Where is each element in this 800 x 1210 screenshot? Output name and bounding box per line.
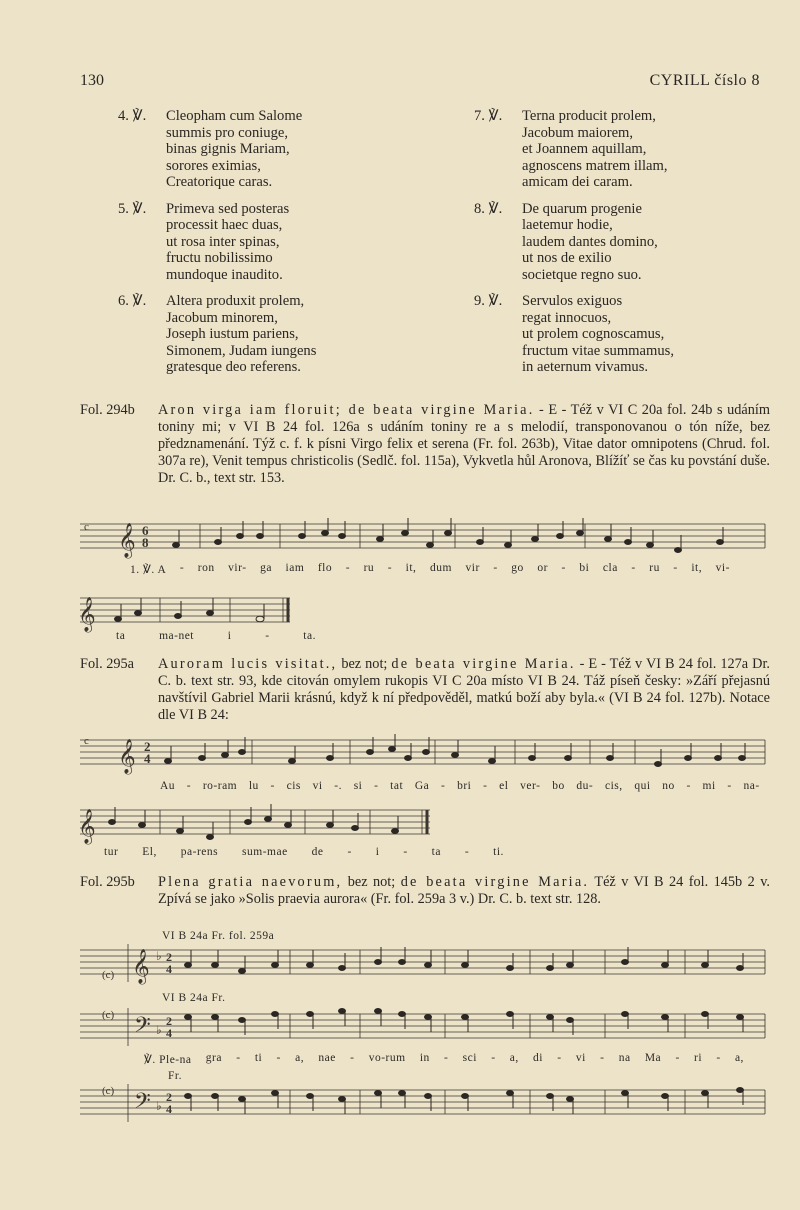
stanza [474, 293, 774, 376]
lyric-syllable: a, [295, 1052, 305, 1064]
lyric-syllable: - [557, 1052, 562, 1064]
clef-mark: (c) [102, 1085, 115, 1097]
verse-line: amicam dei caram. [522, 174, 633, 190]
stanza-number: 8. ℣. [474, 200, 503, 217]
lyrics-line [144, 1052, 744, 1066]
svg-text:♭: ♭ [156, 1023, 162, 1037]
music-staff-6 [80, 1004, 770, 1055]
lyric-syllable: - [403, 846, 408, 858]
lyric-syllable: - [350, 1052, 355, 1064]
lyric-syllable: bri [457, 780, 472, 792]
lyric-syllable: ru [649, 562, 660, 574]
lyric-syllable: iam [285, 562, 305, 574]
lyric-syllable: - [675, 1052, 680, 1064]
source-label: VI B 24a Fr. [162, 992, 226, 1004]
lyric-syllable: bi [579, 562, 590, 574]
lyric-syllable: ta [116, 630, 126, 642]
folio-note: - E - Též v VI B 24 fol. 127a Dr. C. b. text str. 93, kde citován omylem rukopis VI C 20a místo VI B 24. Táž píseň česky: »Září přejasnú navštívil Gabriel Marii krásnú, když k ní předpověděl, matkú boží aby byla.« (VI B 24 fol. 127b). Notace dle VI B 24: [158, 656, 770, 723]
lyric-syllable: flo [317, 562, 333, 574]
staff-lines [80, 1080, 770, 1126]
stanza-number: 4. ℣. [118, 108, 147, 124]
staff-lines [80, 728, 770, 776]
verse-line: regat innocuos, [522, 309, 612, 326]
lyric-syllable: ℣. Ple-na [144, 1054, 192, 1066]
svg-text:4: 4 [166, 1026, 172, 1040]
stanza [118, 293, 418, 376]
svg-text:2: 2 [166, 1014, 172, 1028]
lyric-syllable: ri [694, 1052, 703, 1064]
verse-column-left [118, 108, 418, 386]
folio-entry-295a [80, 656, 770, 724]
lyric-syllable: - [444, 1052, 449, 1064]
incipit-occasion: de beata virgine Maria. [400, 874, 590, 890]
staff-lines [80, 940, 770, 986]
lyric-syllable: vo-rum [368, 1052, 406, 1064]
running-title: CYRILL číslo 8 [649, 72, 760, 89]
verse-line: sorores eximias, [166, 157, 261, 174]
svg-text:8: 8 [142, 535, 149, 550]
svg-text:♭: ♭ [156, 1099, 162, 1113]
lyric-syllable: go [511, 562, 524, 574]
verse-line: Altera produxit prolem, [166, 293, 305, 309]
verse-line: Terna producit prolem, [522, 108, 656, 124]
lyric-syllable: it, [691, 562, 703, 574]
svg-text:𝄞: 𝄞 [118, 740, 136, 773]
lyric-syllable: gra [205, 1052, 222, 1064]
lyric-syllable: - [631, 562, 636, 574]
lyric-syllable: sci [462, 1052, 477, 1064]
verse-line: Jacobum maiorem, [522, 124, 634, 141]
stanza-number: 5. ℣. [118, 200, 147, 217]
folio-text [158, 656, 770, 724]
incipit: Auroram lucis visitat., [158, 656, 338, 672]
verse-line: agnoscens matrem illam, [522, 157, 668, 174]
svg-text:𝄢: 𝄢 [134, 1013, 151, 1042]
lyric-syllable: a, [734, 1052, 744, 1064]
verse-line: societque regno suo. [522, 266, 642, 283]
lyric-syllable: in [419, 1052, 430, 1064]
lyric-syllable: - [179, 562, 185, 574]
lyric-syllable: mi [702, 780, 716, 792]
staff-lines [80, 510, 770, 560]
lyrics-line [130, 562, 730, 576]
verse-line: Joseph iustum pariens, [166, 326, 299, 342]
svg-text:2: 2 [166, 950, 172, 964]
lyric-syllable: cis, [604, 780, 623, 792]
lyric-syllable: i [227, 630, 232, 642]
verse-column-right [474, 108, 774, 386]
verse-line: fructu nobilissimo [166, 250, 273, 266]
folio-text [158, 402, 770, 487]
lyric-syllable: na- [743, 780, 760, 792]
verse-line: processit haec duas, [166, 217, 283, 233]
folio-label: Fol. 295a [80, 656, 135, 672]
lyric-syllable: na [618, 1052, 631, 1064]
music-staff-3 [80, 728, 770, 781]
svg-text:c: c [84, 735, 89, 747]
music-staff-4 [80, 796, 440, 853]
lyric-syllable: ver- [520, 780, 541, 792]
lyric-syllable: Au [160, 780, 176, 792]
folio-label: Fol. 295b [80, 874, 135, 890]
lyric-syllable: - [276, 1052, 281, 1064]
lyric-syllable: ti. [493, 846, 504, 858]
svg-text:𝄞: 𝄞 [118, 524, 136, 557]
lyric-syllable: - [600, 1052, 605, 1064]
verse-line: Creatorique caras. [166, 174, 273, 190]
lyric-syllable: ro-ram [202, 780, 238, 792]
verse-line: De quarum progenie [522, 200, 642, 217]
verse-line: et Joannem aquillam, [522, 141, 647, 157]
lyrics-line [104, 846, 504, 858]
clef-mark: (c) [102, 1009, 115, 1021]
verse-line: Jacobum minorem, [166, 309, 278, 326]
svg-text:4: 4 [144, 751, 151, 766]
lyric-syllable: - [374, 780, 379, 792]
lyric-syllable: - [491, 1052, 496, 1064]
verse-line: laudem dantes domino, [522, 233, 658, 250]
stanza [118, 108, 418, 191]
svg-text:6: 6 [142, 523, 149, 538]
verse-line: Servulos exiguos [522, 293, 623, 309]
lyric-syllable: -. [334, 780, 342, 792]
svg-text:♭: ♭ [156, 949, 162, 963]
lyrics-line [116, 630, 316, 642]
lyric-syllable: pa-rens [180, 846, 219, 858]
folio-note: Též v VI B 24 fol. 145b 2 v. Zpívá se jako »Solis praevia aurora« (Fr. fol. 259a 3 v.) Dr. C. b. text str. 128. [158, 874, 770, 907]
svg-text:4: 4 [166, 962, 172, 976]
lyric-syllable: tur [104, 846, 119, 858]
lyric-syllable: cis [286, 780, 301, 792]
lyric-syllable: vi [575, 1052, 586, 1064]
lyric-syllable: no [662, 780, 675, 792]
lyric-syllable: - [236, 1052, 241, 1064]
folio-entry-295b [80, 874, 770, 908]
verse-columns [118, 108, 758, 398]
folio-note: bez not; [342, 874, 401, 890]
verse-line: ut rosa inter spinas, [166, 233, 280, 250]
lyric-syllable: de [311, 846, 324, 858]
lyric-syllable: - [716, 1052, 721, 1064]
lyric-syllable: it, [405, 562, 417, 574]
verse-line: fructum vitae summamus, [522, 342, 674, 359]
lyric-syllable: i [375, 846, 380, 858]
svg-text:2: 2 [166, 1090, 172, 1104]
incipit-occasion: de beata virgine Maria. [391, 656, 576, 672]
lyric-syllable: a, [509, 1052, 519, 1064]
lyric-syllable: 1. ℣. A [130, 564, 167, 576]
svg-text:𝄞: 𝄞 [78, 810, 96, 843]
verse-line: Cleopham cum Salome [166, 108, 303, 124]
lyric-syllable: - [441, 780, 446, 792]
verse-line: ut prolem cognoscamus, [522, 326, 665, 342]
folio-note: bez not; [337, 656, 392, 672]
svg-text:4: 4 [166, 1102, 172, 1116]
svg-text:𝄞: 𝄞 [132, 950, 150, 983]
lyric-syllable: - [673, 562, 678, 574]
svg-text:𝄞: 𝄞 [78, 598, 96, 631]
svg-text:2: 2 [144, 739, 151, 754]
lyric-syllable: ta. [303, 630, 316, 642]
lyric-syllable: nae [318, 1052, 336, 1064]
staff-lines [80, 1004, 770, 1050]
lyric-syllable: ta [431, 846, 441, 858]
lyrics-line [160, 780, 760, 792]
lyric-syllable: ru [363, 562, 375, 574]
incipit: Plena gratia naevorum, [158, 874, 343, 890]
music-staff-1 [80, 510, 770, 565]
verse-line: Primeva sed posteras [166, 200, 290, 217]
folio-label: Fol. 294b [80, 402, 135, 418]
folio-entry-294b [80, 402, 770, 487]
lyric-syllable: - [493, 562, 498, 574]
lyric-syllable: - [686, 780, 691, 792]
lyric-syllable: - [186, 780, 192, 792]
verse-line: laetemur hodie, [522, 217, 613, 233]
verse-line: gratesque deo referens. [166, 359, 301, 375]
verse-line: mundoque inaudito. [166, 266, 283, 283]
incipit: Aron virga iam floruit; de beata virgine Maria. [158, 402, 535, 418]
stanza [474, 201, 774, 284]
lyric-syllable: - [561, 562, 566, 574]
svg-text:𝄢: 𝄢 [134, 1089, 151, 1118]
lyric-syllable: qui [634, 780, 651, 792]
lyric-syllable: - [347, 846, 352, 858]
music-staff-7 [80, 1080, 770, 1131]
verse-line: binas gignis Mariam, [166, 141, 290, 157]
lyric-syllable: El, [142, 846, 157, 858]
music-staff-5 [80, 940, 770, 991]
lyric-syllable: el [499, 780, 509, 792]
lyric-syllable: ti [254, 1052, 263, 1064]
stanza [474, 108, 774, 191]
lyric-syllable: Ma [644, 1052, 662, 1064]
lyric-syllable: vi [312, 780, 323, 792]
stanza [118, 201, 418, 284]
lyric-syllable: vi- [715, 562, 730, 574]
lyric-syllable: bo [552, 780, 565, 792]
lyric-syllable: di [533, 1052, 543, 1064]
lyric-syllable: ron [197, 562, 215, 574]
lyric-syllable: - [387, 562, 393, 574]
lyric-syllable: dum [429, 562, 452, 574]
staff-lines [80, 796, 440, 848]
verse-line: in aeternum vivamus. [522, 359, 649, 375]
lyric-syllable: sum-mae [242, 846, 288, 858]
clef-mark: (c) [102, 969, 115, 981]
lyric-syllable: lu [248, 780, 259, 792]
svg-text:c: c [84, 521, 89, 533]
lyric-syllable: - [483, 780, 488, 792]
lyric-syllable: cla [602, 562, 618, 574]
verse-line: ut nos de exilio [522, 250, 612, 266]
lyric-syllable: - [727, 780, 732, 792]
lyric-syllable: - [464, 846, 470, 858]
stanza-number: 9. ℣. [474, 293, 503, 309]
source-label: Fr. [168, 1070, 182, 1082]
page-header [80, 72, 760, 94]
verse-line: summis pro coniuge, [166, 124, 289, 141]
stanza-number: 6. ℣. [118, 293, 147, 309]
source-label: VI B 24a Fr. fol. 259a [162, 930, 275, 942]
folio-text [158, 874, 770, 908]
lyric-syllable: vir- [228, 562, 247, 574]
lyric-syllable: ma-net [159, 630, 194, 642]
lyric-syllable: - [270, 780, 275, 792]
lyric-syllable: ga [260, 562, 272, 574]
lyric-syllable: or [537, 562, 548, 574]
lyric-syllable: si [353, 780, 363, 792]
page-number: 130 [80, 72, 104, 89]
staff-lines [80, 586, 340, 632]
lyric-syllable: du- [576, 780, 594, 792]
stanza-number: 7. ℣. [474, 108, 503, 124]
lyric-syllable: vir [465, 562, 480, 574]
lyric-syllable: tat [390, 780, 404, 792]
folio-note: - E - Též v VI C 20a fol. 24b s udáním toniny mi; v VI B 24 fol. 126a s udáním toniny re a s melodií, transponovanou o tón níže, bez předznamenání. Týž c. f. k písni Virgo felix et serena (Fr. fol. 263b), Vitae dator omnipotens (Chrud. fol. 307a re), Venit tempus christicolis (Sedlč. fol. 115a), Vykvetla hůl Aronova, Blížíť se čas ku povstání duše. Dr. C. b., text str. 153. [158, 402, 770, 486]
verse-line: Simonem, Judam iungens [166, 342, 317, 359]
lyric-syllable: - [345, 562, 351, 574]
lyric-syllable: - [265, 630, 270, 642]
lyric-syllable: Ga [414, 780, 430, 792]
